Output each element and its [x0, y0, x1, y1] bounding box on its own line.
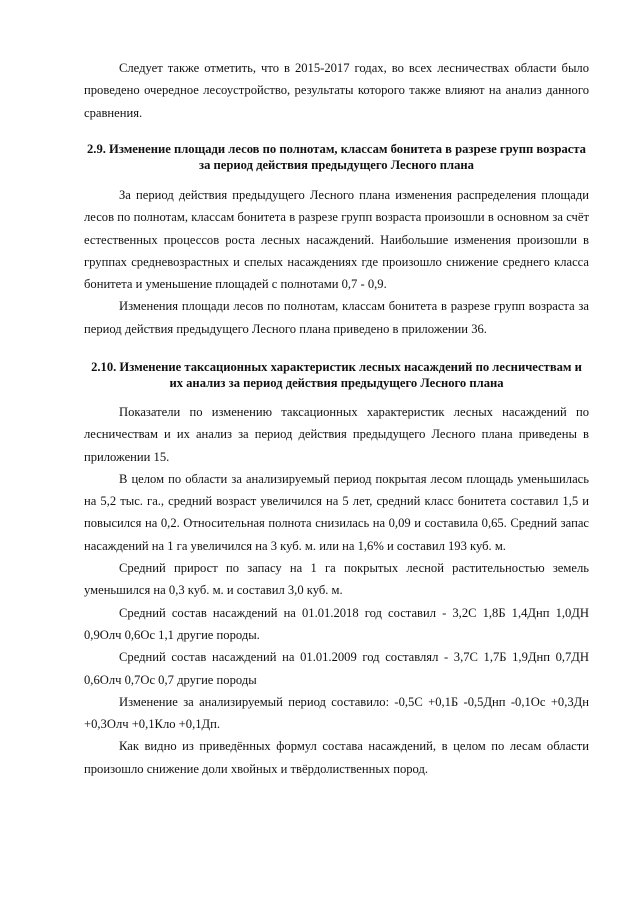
paragraph: Средний состав насаждений на 01.01.2009 год составлял - 3,7С 1,7Б 1,9Днп 0,7ДН 0,6Олч 0,7Ос 0,7 другие породы — [84, 650, 589, 687]
paragraph: Изменения площади лесов по полнотам, классам бонитета в разрезе групп возраста за период действия предыдущего Лесного плана приведено в приложении 36. — [84, 299, 589, 336]
paragraph: Следует также отметить, что в 2015-2017 годах, во всех лесничествах области было проведено очередное лесоустройство, результаты которого также влияют на анализ данного сравнения. — [84, 61, 589, 120]
section-2-10-body — [84, 401, 589, 780]
paragraph: За период действия предыдущего Лесного плана изменения распределения площади лесов по полнотам, классам бонитета в разрезе групп возраста произошли в основном за счёт естественных процессов роста лесных насаждений. Наибольшие изменения произошли в группах средневозрастных и спелых насаждениях где произошло снижение среднего класса бонитета и уменьшение площадей с полнотами 0,7 - 0,9. — [84, 188, 589, 292]
paragraph: Как видно из приведённых формул состава насаждений, в целом по лесам области произошло снижение доли хвойных и твёрдолиственных пород. — [84, 739, 589, 776]
intro-block — [84, 57, 589, 124]
section-heading-2-10: 2.10. Изменение таксационных характеристик лесных насаждений по лесничествам и их анализ за период действия предыдущего Лесного плана — [91, 360, 582, 390]
section-2-9-body — [84, 184, 589, 340]
paragraph: Средний прирост по запасу на 1 га покрытых лесной растительностью земель уменьшился на 0,3 куб. м. и составил 3,0 куб. м. — [84, 561, 589, 598]
section-heading-2-9: 2.9. Изменение площади лесов по полнотам, классам бонитета в разрезе групп возраста за период действия предыдущего Лесного плана — [87, 142, 586, 172]
paragraph: Показатели по изменению таксационных характеристик лесных насаждений по лесничествам и их анализ за период действия предыдущего Лесного плана приведены в приложении 15. — [84, 405, 589, 464]
paragraph: Средний состав насаждений на 01.01.2018 год составил - 3,2С 1,8Б 1,4Днп 1,0ДН 0,9Олч 0,6Ос 1,1 другие породы. — [84, 605, 589, 642]
paragraph: В целом по области за анализируемый период покрытая лесом площадь уменьшилась на 5,2 тыс. га., средний возраст увеличился на 5 лет, средний класс бонитета составил 1,5 и повысился на 0,2. Относительная полнота снизилась на 0,09 и составила 0,65. Средний запас насаждений на 1 га увеличился на 3 куб. м. или на 1,6% и составил 193 куб. м. — [84, 471, 589, 553]
paragraph: Изменение за анализируемый период составило: -0,5С +0,1Б -0,5Днп -0,1Ос +0,3Дн +0,3Олч +0,1Кло +0,1Дп. — [84, 694, 589, 732]
